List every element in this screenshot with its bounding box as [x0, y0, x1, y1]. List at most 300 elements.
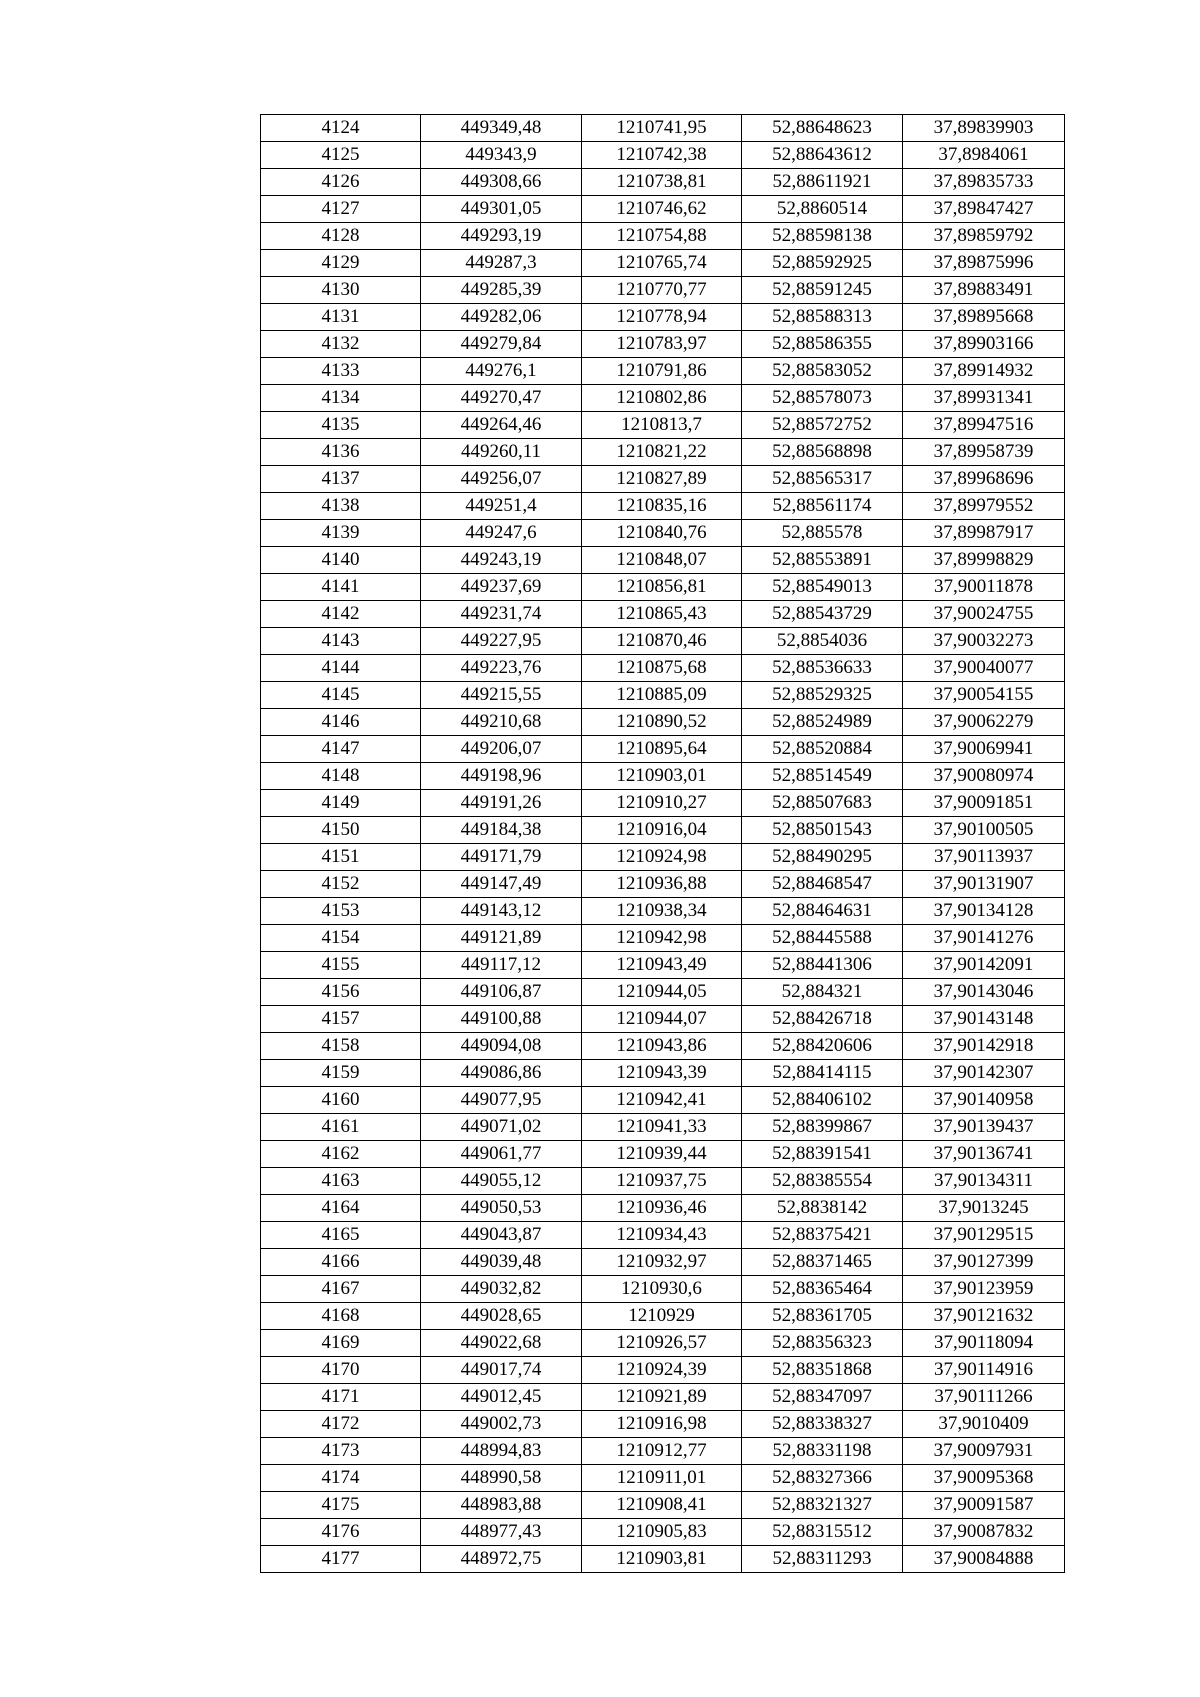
latitude-cell: 52,88311293 [742, 1546, 903, 1573]
longitude-cell: 37,90142091 [903, 952, 1065, 979]
latitude-cell: 52,88568898 [742, 439, 903, 466]
x-coordinate-cell: 449260,11 [421, 439, 582, 466]
y-coordinate-cell: 1210942,98 [582, 925, 742, 952]
y-coordinate-cell: 1210821,22 [582, 439, 742, 466]
longitude-cell: 37,89895668 [903, 304, 1065, 331]
y-coordinate-cell: 1210936,46 [582, 1195, 742, 1222]
longitude-cell: 37,89875996 [903, 250, 1065, 277]
point-number-cell: 4144 [261, 655, 421, 682]
point-number-cell: 4136 [261, 439, 421, 466]
longitude-cell: 37,90114916 [903, 1357, 1065, 1384]
y-coordinate-cell: 1210742,38 [582, 142, 742, 169]
longitude-cell: 37,90121632 [903, 1303, 1065, 1330]
point-number-cell: 4154 [261, 925, 421, 952]
longitude-cell: 37,90100505 [903, 817, 1065, 844]
latitude-cell: 52,88588313 [742, 304, 903, 331]
x-coordinate-cell: 449343,9 [421, 142, 582, 169]
point-number-cell: 4149 [261, 790, 421, 817]
latitude-cell: 52,88321327 [742, 1492, 903, 1519]
y-coordinate-cell: 1210916,04 [582, 817, 742, 844]
longitude-cell: 37,90054155 [903, 682, 1065, 709]
point-number-cell: 4161 [261, 1114, 421, 1141]
longitude-cell: 37,9013245 [903, 1195, 1065, 1222]
table-row [261, 1060, 1065, 1087]
y-coordinate-cell: 1210741,95 [582, 115, 742, 142]
x-coordinate-cell: 449287,3 [421, 250, 582, 277]
latitude-cell: 52,88391541 [742, 1141, 903, 1168]
x-coordinate-cell: 449086,86 [421, 1060, 582, 1087]
y-coordinate-cell: 1210848,07 [582, 547, 742, 574]
latitude-cell: 52,88536633 [742, 655, 903, 682]
x-coordinate-cell: 449285,39 [421, 277, 582, 304]
point-number-cell: 4128 [261, 223, 421, 250]
x-coordinate-cell: 449247,6 [421, 520, 582, 547]
longitude-cell: 37,89998829 [903, 547, 1065, 574]
longitude-cell: 37,90097931 [903, 1438, 1065, 1465]
longitude-cell: 37,90091587 [903, 1492, 1065, 1519]
table-row [261, 1465, 1065, 1492]
x-coordinate-cell: 449043,87 [421, 1222, 582, 1249]
point-number-cell: 4135 [261, 412, 421, 439]
longitude-cell: 37,89987917 [903, 520, 1065, 547]
latitude-cell: 52,88565317 [742, 466, 903, 493]
point-number-cell: 4125 [261, 142, 421, 169]
table-row [261, 1249, 1065, 1276]
latitude-cell: 52,88648623 [742, 115, 903, 142]
table-row [261, 1546, 1065, 1573]
point-number-cell: 4164 [261, 1195, 421, 1222]
table-row [261, 790, 1065, 817]
longitude-cell: 37,90127399 [903, 1249, 1065, 1276]
longitude-cell: 37,89958739 [903, 439, 1065, 466]
point-number-cell: 4133 [261, 358, 421, 385]
point-number-cell: 4134 [261, 385, 421, 412]
longitude-cell: 37,90091851 [903, 790, 1065, 817]
longitude-cell: 37,90142918 [903, 1033, 1065, 1060]
table-row [261, 412, 1065, 439]
table-row [261, 1114, 1065, 1141]
point-number-cell: 4139 [261, 520, 421, 547]
y-coordinate-cell: 1210840,76 [582, 520, 742, 547]
x-coordinate-cell: 448990,58 [421, 1465, 582, 1492]
y-coordinate-cell: 1210903,01 [582, 763, 742, 790]
longitude-cell: 37,89931341 [903, 385, 1065, 412]
longitude-cell: 37,90011878 [903, 574, 1065, 601]
latitude-cell: 52,88561174 [742, 493, 903, 520]
longitude-cell: 37,90084888 [903, 1546, 1065, 1573]
y-coordinate-cell: 1210916,98 [582, 1411, 742, 1438]
x-coordinate-cell: 449279,84 [421, 331, 582, 358]
x-coordinate-cell: 449055,12 [421, 1168, 582, 1195]
y-coordinate-cell: 1210943,39 [582, 1060, 742, 1087]
point-number-cell: 4155 [261, 952, 421, 979]
table-row [261, 898, 1065, 925]
latitude-cell: 52,88520884 [742, 736, 903, 763]
x-coordinate-cell: 449171,79 [421, 844, 582, 871]
longitude-cell: 37,89903166 [903, 331, 1065, 358]
x-coordinate-cell: 449198,96 [421, 763, 582, 790]
point-number-cell: 4143 [261, 628, 421, 655]
y-coordinate-cell: 1210926,57 [582, 1330, 742, 1357]
table-row [261, 628, 1065, 655]
point-number-cell: 4176 [261, 1519, 421, 1546]
point-number-cell: 4162 [261, 1141, 421, 1168]
y-coordinate-cell: 1210932,97 [582, 1249, 742, 1276]
x-coordinate-cell: 449215,55 [421, 682, 582, 709]
latitude-cell: 52,88583052 [742, 358, 903, 385]
table-row [261, 520, 1065, 547]
table-row [261, 817, 1065, 844]
x-coordinate-cell: 448994,83 [421, 1438, 582, 1465]
x-coordinate-cell: 449191,26 [421, 790, 582, 817]
latitude-cell: 52,88347097 [742, 1384, 903, 1411]
y-coordinate-cell: 1210791,86 [582, 358, 742, 385]
x-coordinate-cell: 449012,45 [421, 1384, 582, 1411]
latitude-cell: 52,88426718 [742, 1006, 903, 1033]
longitude-cell: 37,90123959 [903, 1276, 1065, 1303]
table-row [261, 655, 1065, 682]
x-coordinate-cell: 449106,87 [421, 979, 582, 1006]
y-coordinate-cell: 1210939,44 [582, 1141, 742, 1168]
x-coordinate-cell: 449206,07 [421, 736, 582, 763]
longitude-cell: 37,90032273 [903, 628, 1065, 655]
point-number-cell: 4169 [261, 1330, 421, 1357]
x-coordinate-cell: 449094,08 [421, 1033, 582, 1060]
y-coordinate-cell: 1210936,88 [582, 871, 742, 898]
longitude-cell: 37,90087832 [903, 1519, 1065, 1546]
point-number-cell: 4151 [261, 844, 421, 871]
y-coordinate-cell: 1210738,81 [582, 169, 742, 196]
point-number-cell: 4153 [261, 898, 421, 925]
point-number-cell: 4170 [261, 1357, 421, 1384]
y-coordinate-cell: 1210865,43 [582, 601, 742, 628]
x-coordinate-cell: 449264,46 [421, 412, 582, 439]
x-coordinate-cell: 449227,95 [421, 628, 582, 655]
y-coordinate-cell: 1210802,86 [582, 385, 742, 412]
table-row [261, 1330, 1065, 1357]
point-number-cell: 4146 [261, 709, 421, 736]
y-coordinate-cell: 1210903,81 [582, 1546, 742, 1573]
y-coordinate-cell: 1210930,6 [582, 1276, 742, 1303]
latitude-cell: 52,88643612 [742, 142, 903, 169]
table-row [261, 1006, 1065, 1033]
x-coordinate-cell: 449293,19 [421, 223, 582, 250]
point-number-cell: 4167 [261, 1276, 421, 1303]
table-row [261, 196, 1065, 223]
y-coordinate-cell: 1210937,75 [582, 1168, 742, 1195]
table-row [261, 493, 1065, 520]
latitude-cell: 52,88468547 [742, 871, 903, 898]
latitude-cell: 52,88406102 [742, 1087, 903, 1114]
latitude-cell: 52,88549013 [742, 574, 903, 601]
y-coordinate-cell: 1210929 [582, 1303, 742, 1330]
longitude-cell: 37,90143148 [903, 1006, 1065, 1033]
longitude-cell: 37,8984061 [903, 142, 1065, 169]
point-number-cell: 4142 [261, 601, 421, 628]
x-coordinate-cell: 448977,43 [421, 1519, 582, 1546]
point-number-cell: 4126 [261, 169, 421, 196]
table-row [261, 736, 1065, 763]
latitude-cell: 52,88592925 [742, 250, 903, 277]
latitude-cell: 52,885578 [742, 520, 903, 547]
longitude-cell: 37,90142307 [903, 1060, 1065, 1087]
y-coordinate-cell: 1210890,52 [582, 709, 742, 736]
y-coordinate-cell: 1210908,41 [582, 1492, 742, 1519]
point-number-cell: 4177 [261, 1546, 421, 1573]
point-number-cell: 4173 [261, 1438, 421, 1465]
y-coordinate-cell: 1210944,05 [582, 979, 742, 1006]
latitude-cell: 52,88414115 [742, 1060, 903, 1087]
longitude-cell: 37,90062279 [903, 709, 1065, 736]
table-row [261, 1033, 1065, 1060]
table-row [261, 1438, 1065, 1465]
longitude-cell: 37,89947516 [903, 412, 1065, 439]
table-row [261, 1492, 1065, 1519]
point-number-cell: 4138 [261, 493, 421, 520]
table-row [261, 250, 1065, 277]
y-coordinate-cell: 1210910,27 [582, 790, 742, 817]
point-number-cell: 4156 [261, 979, 421, 1006]
longitude-cell: 37,89839903 [903, 115, 1065, 142]
point-number-cell: 4137 [261, 466, 421, 493]
y-coordinate-cell: 1210911,01 [582, 1465, 742, 1492]
longitude-cell: 37,90113937 [903, 844, 1065, 871]
x-coordinate-cell: 449028,65 [421, 1303, 582, 1330]
table-row [261, 223, 1065, 250]
latitude-cell: 52,88611921 [742, 169, 903, 196]
y-coordinate-cell: 1210944,07 [582, 1006, 742, 1033]
x-coordinate-cell: 449077,95 [421, 1087, 582, 1114]
latitude-cell: 52,88514549 [742, 763, 903, 790]
table-row [261, 574, 1065, 601]
y-coordinate-cell: 1210943,86 [582, 1033, 742, 1060]
longitude-cell: 37,89968696 [903, 466, 1065, 493]
longitude-cell: 37,89914932 [903, 358, 1065, 385]
latitude-cell: 52,88586355 [742, 331, 903, 358]
y-coordinate-cell: 1210938,34 [582, 898, 742, 925]
latitude-cell: 52,88327366 [742, 1465, 903, 1492]
x-coordinate-cell: 449349,48 [421, 115, 582, 142]
latitude-cell: 52,88524989 [742, 709, 903, 736]
table-row [261, 1519, 1065, 1546]
x-coordinate-cell: 449184,38 [421, 817, 582, 844]
latitude-cell: 52,88351868 [742, 1357, 903, 1384]
point-number-cell: 4163 [261, 1168, 421, 1195]
longitude-cell: 37,90141276 [903, 925, 1065, 952]
table-row [261, 547, 1065, 574]
table-row [261, 439, 1065, 466]
longitude-cell: 37,89847427 [903, 196, 1065, 223]
point-number-cell: 4141 [261, 574, 421, 601]
latitude-cell: 52,88543729 [742, 601, 903, 628]
x-coordinate-cell: 449022,68 [421, 1330, 582, 1357]
latitude-cell: 52,88507683 [742, 790, 903, 817]
x-coordinate-cell: 449039,48 [421, 1249, 582, 1276]
point-number-cell: 4132 [261, 331, 421, 358]
latitude-cell: 52,88361705 [742, 1303, 903, 1330]
latitude-cell: 52,8854036 [742, 628, 903, 655]
point-number-cell: 4175 [261, 1492, 421, 1519]
latitude-cell: 52,88338327 [742, 1411, 903, 1438]
latitude-cell: 52,88399867 [742, 1114, 903, 1141]
y-coordinate-cell: 1210885,09 [582, 682, 742, 709]
point-number-cell: 4148 [261, 763, 421, 790]
x-coordinate-cell: 449276,1 [421, 358, 582, 385]
longitude-cell: 37,90143046 [903, 979, 1065, 1006]
y-coordinate-cell: 1210934,43 [582, 1222, 742, 1249]
y-coordinate-cell: 1210870,46 [582, 628, 742, 655]
longitude-cell: 37,90118094 [903, 1330, 1065, 1357]
x-coordinate-cell: 449243,19 [421, 547, 582, 574]
point-number-cell: 4172 [261, 1411, 421, 1438]
y-coordinate-cell: 1210778,94 [582, 304, 742, 331]
table-row [261, 952, 1065, 979]
y-coordinate-cell: 1210783,97 [582, 331, 742, 358]
latitude-cell: 52,88464631 [742, 898, 903, 925]
table-row [261, 277, 1065, 304]
point-number-cell: 4168 [261, 1303, 421, 1330]
table-row [261, 331, 1065, 358]
latitude-cell: 52,88375421 [742, 1222, 903, 1249]
x-coordinate-cell: 448983,88 [421, 1492, 582, 1519]
latitude-cell: 52,88331198 [742, 1438, 903, 1465]
y-coordinate-cell: 1210924,98 [582, 844, 742, 871]
latitude-cell: 52,8860514 [742, 196, 903, 223]
y-coordinate-cell: 1210941,33 [582, 1114, 742, 1141]
x-coordinate-cell: 449256,07 [421, 466, 582, 493]
point-number-cell: 4152 [261, 871, 421, 898]
latitude-cell: 52,88501543 [742, 817, 903, 844]
latitude-cell: 52,88591245 [742, 277, 903, 304]
table-row [261, 385, 1065, 412]
table-row [261, 871, 1065, 898]
table-row [261, 844, 1065, 871]
x-coordinate-cell: 449061,77 [421, 1141, 582, 1168]
longitude-cell: 37,90140958 [903, 1087, 1065, 1114]
table-row [261, 1303, 1065, 1330]
y-coordinate-cell: 1210770,77 [582, 277, 742, 304]
y-coordinate-cell: 1210924,39 [582, 1357, 742, 1384]
x-coordinate-cell: 449002,73 [421, 1411, 582, 1438]
latitude-cell: 52,88365464 [742, 1276, 903, 1303]
x-coordinate-cell: 449050,53 [421, 1195, 582, 1222]
table-row [261, 709, 1065, 736]
y-coordinate-cell: 1210905,83 [582, 1519, 742, 1546]
table-row [261, 142, 1065, 169]
x-coordinate-cell: 449117,12 [421, 952, 582, 979]
point-number-cell: 4157 [261, 1006, 421, 1033]
point-number-cell: 4145 [261, 682, 421, 709]
table-row [261, 1141, 1065, 1168]
longitude-cell: 37,89859792 [903, 223, 1065, 250]
longitude-cell: 37,89883491 [903, 277, 1065, 304]
y-coordinate-cell: 1210813,7 [582, 412, 742, 439]
longitude-cell: 37,90024755 [903, 601, 1065, 628]
longitude-cell: 37,90139437 [903, 1114, 1065, 1141]
y-coordinate-cell: 1210875,68 [582, 655, 742, 682]
point-number-cell: 4166 [261, 1249, 421, 1276]
point-number-cell: 4158 [261, 1033, 421, 1060]
point-number-cell: 4159 [261, 1060, 421, 1087]
latitude-cell: 52,88598138 [742, 223, 903, 250]
latitude-cell: 52,8838142 [742, 1195, 903, 1222]
latitude-cell: 52,88490295 [742, 844, 903, 871]
table-row [261, 466, 1065, 493]
point-number-cell: 4160 [261, 1087, 421, 1114]
point-number-cell: 4124 [261, 115, 421, 142]
coordinates-table [260, 114, 1065, 1573]
table-row [261, 763, 1065, 790]
coordinates-table-body [261, 115, 1065, 1573]
table-row [261, 169, 1065, 196]
table-row [261, 925, 1065, 952]
y-coordinate-cell: 1210827,89 [582, 466, 742, 493]
table-row [261, 1411, 1065, 1438]
x-coordinate-cell: 449147,49 [421, 871, 582, 898]
longitude-cell: 37,90134311 [903, 1168, 1065, 1195]
longitude-cell: 37,90129515 [903, 1222, 1065, 1249]
longitude-cell: 37,90134128 [903, 898, 1065, 925]
longitude-cell: 37,90131907 [903, 871, 1065, 898]
point-number-cell: 4171 [261, 1384, 421, 1411]
longitude-cell: 37,89979552 [903, 493, 1065, 520]
latitude-cell: 52,88572752 [742, 412, 903, 439]
point-number-cell: 4129 [261, 250, 421, 277]
point-number-cell: 4131 [261, 304, 421, 331]
table-row [261, 358, 1065, 385]
y-coordinate-cell: 1210895,64 [582, 736, 742, 763]
y-coordinate-cell: 1210912,77 [582, 1438, 742, 1465]
longitude-cell: 37,90095368 [903, 1465, 1065, 1492]
y-coordinate-cell: 1210921,89 [582, 1384, 742, 1411]
x-coordinate-cell: 449231,74 [421, 601, 582, 628]
latitude-cell: 52,88420606 [742, 1033, 903, 1060]
table-row [261, 1222, 1065, 1249]
x-coordinate-cell: 449282,06 [421, 304, 582, 331]
point-number-cell: 4165 [261, 1222, 421, 1249]
point-number-cell: 4147 [261, 736, 421, 763]
x-coordinate-cell: 449143,12 [421, 898, 582, 925]
latitude-cell: 52,88553891 [742, 547, 903, 574]
longitude-cell: 37,90069941 [903, 736, 1065, 763]
x-coordinate-cell: 449100,88 [421, 1006, 582, 1033]
y-coordinate-cell: 1210746,62 [582, 196, 742, 223]
longitude-cell: 37,89835733 [903, 169, 1065, 196]
latitude-cell: 52,88385554 [742, 1168, 903, 1195]
x-coordinate-cell: 449308,66 [421, 169, 582, 196]
longitude-cell: 37,90080974 [903, 763, 1065, 790]
y-coordinate-cell: 1210835,16 [582, 493, 742, 520]
x-coordinate-cell: 449032,82 [421, 1276, 582, 1303]
x-coordinate-cell: 449210,68 [421, 709, 582, 736]
y-coordinate-cell: 1210942,41 [582, 1087, 742, 1114]
table-row [261, 1357, 1065, 1384]
table-row [261, 601, 1065, 628]
x-coordinate-cell: 449121,89 [421, 925, 582, 952]
latitude-cell: 52,88441306 [742, 952, 903, 979]
table-row [261, 1195, 1065, 1222]
table-row [261, 1384, 1065, 1411]
table-row [261, 115, 1065, 142]
point-number-cell: 4127 [261, 196, 421, 223]
point-number-cell: 4140 [261, 547, 421, 574]
latitude-cell: 52,88356323 [742, 1330, 903, 1357]
y-coordinate-cell: 1210754,88 [582, 223, 742, 250]
latitude-cell: 52,88529325 [742, 682, 903, 709]
table-row [261, 682, 1065, 709]
latitude-cell: 52,88315512 [742, 1519, 903, 1546]
x-coordinate-cell: 449223,76 [421, 655, 582, 682]
